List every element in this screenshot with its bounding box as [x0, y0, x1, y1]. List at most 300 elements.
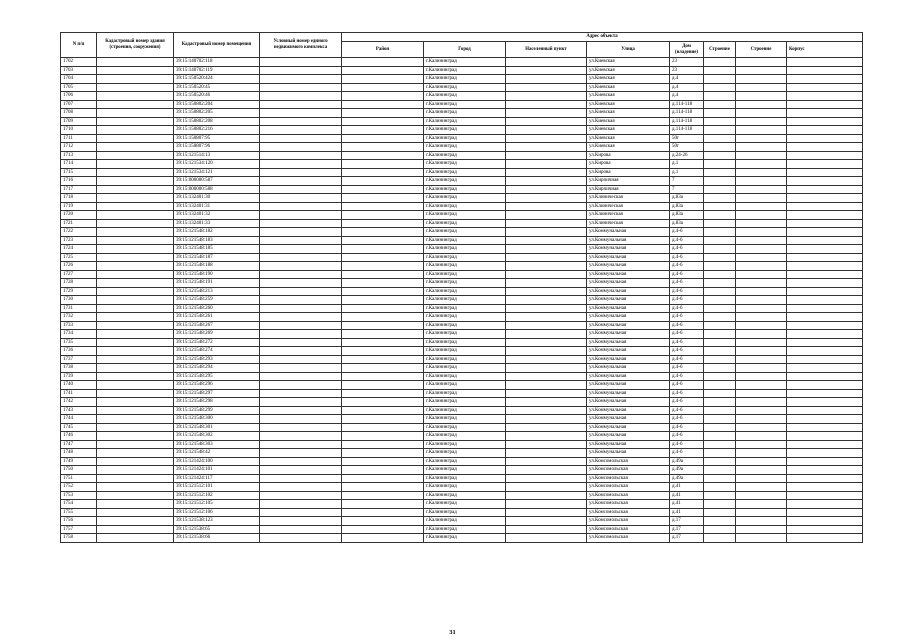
cell-district	[342, 236, 424, 245]
cell-house: д.83а	[670, 194, 704, 203]
cell-complex-number	[260, 474, 342, 483]
cell-row-number: 1743	[61, 406, 97, 415]
cell-complex-number	[260, 126, 342, 135]
cell-locality	[506, 160, 587, 169]
cell-street: ул.Клиническая	[587, 219, 670, 228]
cell-complex-number	[260, 466, 342, 475]
cell-korpus	[787, 92, 863, 101]
cell-house: 50г	[670, 134, 704, 143]
cell-locality	[506, 304, 587, 313]
cell-locality	[506, 202, 587, 211]
table-row	[61, 185, 863, 194]
cell-premise-cadastral: 39:15:150807:96	[174, 143, 260, 152]
cell-street: ул.Клиническая	[587, 194, 670, 203]
cell-structure	[736, 211, 787, 220]
cell-premise-cadastral: 39:15:121512:102	[174, 491, 260, 500]
cell-premise-cadastral: 39:15:121548:274	[174, 347, 260, 356]
cell-korpus	[787, 134, 863, 143]
cell-complex-number	[260, 304, 342, 313]
cell-building-cadastral	[97, 500, 174, 509]
cell-complex-number	[260, 58, 342, 67]
table-row	[61, 534, 863, 543]
cell-city: г.Калининград	[424, 117, 506, 126]
cell-korpus	[787, 330, 863, 339]
cell-district	[342, 296, 424, 305]
table-row	[61, 304, 863, 313]
cell-korpus	[787, 500, 863, 509]
cell-building-cadastral	[97, 194, 174, 203]
cell-premise-cadastral: 39:15:121548:260	[174, 304, 260, 313]
cell-city: г.Калининград	[424, 304, 506, 313]
cell-structure	[736, 92, 787, 101]
cell-street: ул.Коммунальная	[587, 355, 670, 364]
cell-house: д.41	[670, 500, 704, 509]
cell-city: г.Калининград	[424, 338, 506, 347]
cell-city: г.Калининград	[424, 151, 506, 160]
cell-complex-number	[260, 355, 342, 364]
cell-building	[704, 423, 736, 432]
cell-row-number: 1721	[61, 219, 97, 228]
cell-premise-cadastral: 39:15:121514:13	[174, 151, 260, 160]
cell-locality	[506, 372, 587, 381]
cell-building-cadastral	[97, 525, 174, 534]
cell-city: г.Калининград	[424, 364, 506, 373]
cell-building	[704, 304, 736, 313]
cell-structure	[736, 287, 787, 296]
cell-premise-cadastral: 39:15:121548:293	[174, 355, 260, 364]
table-row	[61, 338, 863, 347]
cell-premise-cadastral: 39:15:121548:272	[174, 338, 260, 347]
cell-structure	[736, 466, 787, 475]
cell-structure	[736, 279, 787, 288]
cell-building-cadastral	[97, 457, 174, 466]
cell-building	[704, 406, 736, 415]
cell-complex-number	[260, 347, 342, 356]
cell-structure	[736, 185, 787, 194]
cell-premise-cadastral: 39:15:121548:191	[174, 279, 260, 288]
cell-locality	[506, 449, 587, 458]
cell-building	[704, 177, 736, 186]
cell-street: ул.Коммунальная	[587, 406, 670, 415]
cell-row-number: 1717	[61, 185, 97, 194]
cell-city: г.Калининград	[424, 109, 506, 118]
cell-locality	[506, 134, 587, 143]
table-row	[61, 432, 863, 441]
cell-house: д.4-6	[670, 440, 704, 449]
cell-locality	[506, 83, 587, 92]
cell-korpus	[787, 151, 863, 160]
cell-structure	[736, 406, 787, 415]
cell-street: ул.Киевская	[587, 109, 670, 118]
cell-structure	[736, 126, 787, 135]
cell-building-cadastral	[97, 92, 174, 101]
cell-premise-cadastral: 39:15:132401:33	[174, 219, 260, 228]
cell-premise-cadastral: 39:15:150802:204	[174, 100, 260, 109]
cell-row-number: 1727	[61, 270, 97, 279]
cell-locality	[506, 296, 587, 305]
cell-structure	[736, 253, 787, 262]
cell-structure	[736, 117, 787, 126]
cell-building-cadastral	[97, 177, 174, 186]
cell-house: д.4-6	[670, 415, 704, 424]
cell-building	[704, 270, 736, 279]
cell-building-cadastral	[97, 364, 174, 373]
cell-locality	[506, 355, 587, 364]
cell-district	[342, 347, 424, 356]
cell-city: г.Калининград	[424, 517, 506, 526]
cell-building	[704, 151, 736, 160]
cell-row-number: 1723	[61, 236, 97, 245]
cell-structure	[736, 160, 787, 169]
cell-house: д.4-6	[670, 313, 704, 322]
cell-korpus	[787, 491, 863, 500]
cell-street: ул.Комсомольская	[587, 483, 670, 492]
cell-house: д.4-6	[670, 262, 704, 271]
cell-district	[342, 287, 424, 296]
cell-building	[704, 228, 736, 237]
cell-street: ул.Коммунальная	[587, 270, 670, 279]
cell-building-cadastral	[97, 228, 174, 237]
cell-building-cadastral	[97, 287, 174, 296]
table-row	[61, 287, 863, 296]
table-row	[61, 457, 863, 466]
cell-row-number: 1747	[61, 440, 97, 449]
cell-building	[704, 143, 736, 152]
col-header-structure: Строение	[736, 42, 787, 58]
table-row	[61, 151, 863, 160]
cell-row-number: 1755	[61, 508, 97, 517]
cell-korpus	[787, 449, 863, 458]
cell-building	[704, 287, 736, 296]
cell-city: г.Калининград	[424, 457, 506, 466]
cell-street: ул.Коммунальная	[587, 253, 670, 262]
cell-building	[704, 296, 736, 305]
col-header-city: Город	[424, 42, 506, 58]
cell-building-cadastral	[97, 185, 174, 194]
cell-building	[704, 75, 736, 84]
cell-building-cadastral	[97, 279, 174, 288]
table-row	[61, 202, 863, 211]
cell-house: 7	[670, 185, 704, 194]
cell-complex-number	[260, 236, 342, 245]
cell-building	[704, 253, 736, 262]
cell-street: ул.Киевская	[587, 66, 670, 75]
cell-building-cadastral	[97, 466, 174, 475]
cell-building	[704, 245, 736, 254]
cell-building	[704, 508, 736, 517]
cell-street: ул.Комсомольская	[587, 500, 670, 509]
cell-locality	[506, 432, 587, 441]
cell-row-number: 1712	[61, 143, 97, 152]
cell-korpus	[787, 525, 863, 534]
cell-complex-number	[260, 296, 342, 305]
cell-row-number: 1752	[61, 483, 97, 492]
cell-structure	[736, 338, 787, 347]
table-row	[61, 228, 863, 237]
table-row	[61, 66, 863, 75]
cell-complex-number	[260, 194, 342, 203]
cell-locality	[506, 279, 587, 288]
cell-structure	[736, 415, 787, 424]
table-row	[61, 525, 863, 534]
cell-locality	[506, 168, 587, 177]
cell-house: д.49а	[670, 474, 704, 483]
cell-district	[342, 534, 424, 543]
cell-locality	[506, 525, 587, 534]
cell-street: ул.Комсомольская	[587, 517, 670, 526]
cell-locality	[506, 347, 587, 356]
cell-building-cadastral	[97, 58, 174, 67]
table-row	[61, 100, 863, 109]
cell-row-number: 1738	[61, 364, 97, 373]
cell-building-cadastral	[97, 330, 174, 339]
cell-street: ул.Коммунальная	[587, 279, 670, 288]
cell-complex-number	[260, 330, 342, 339]
cell-premise-cadastral: 39:15:121534:120	[174, 160, 260, 169]
cell-korpus	[787, 287, 863, 296]
cell-korpus	[787, 75, 863, 84]
cell-street: ул.Коммунальная	[587, 245, 670, 254]
cell-house: д.4-6	[670, 236, 704, 245]
cell-house: д.4-6	[670, 364, 704, 373]
cell-structure	[736, 474, 787, 483]
cell-house: д.4-6	[670, 321, 704, 330]
cell-structure	[736, 440, 787, 449]
cell-row-number: 1744	[61, 415, 97, 424]
cell-korpus	[787, 304, 863, 313]
table-row	[61, 219, 863, 228]
cell-structure	[736, 143, 787, 152]
table-row	[61, 449, 863, 458]
cell-building-cadastral	[97, 75, 174, 84]
table-row	[61, 508, 863, 517]
cell-city: г.Калининград	[424, 423, 506, 432]
cell-premise-cadastral: 39:15:121548:267	[174, 321, 260, 330]
table-row	[61, 466, 863, 475]
cell-row-number: 1707	[61, 100, 97, 109]
cell-korpus	[787, 406, 863, 415]
cell-complex-number	[260, 279, 342, 288]
cell-district	[342, 423, 424, 432]
cell-premise-cadastral: 39:15:121548:213	[174, 287, 260, 296]
cell-district	[342, 330, 424, 339]
cell-district	[342, 491, 424, 500]
cell-premise-cadastral: 39:15:121548:259	[174, 296, 260, 305]
cell-premise-cadastral: 39:15:121548:296	[174, 381, 260, 390]
table-row	[61, 177, 863, 186]
cell-city: г.Калининград	[424, 440, 506, 449]
cell-premise-cadastral: 39:15:121548:297	[174, 389, 260, 398]
cell-street: ул.Киевская	[587, 58, 670, 67]
cell-house: д.49а	[670, 457, 704, 466]
table-row	[61, 406, 863, 415]
cell-row-number: 1740	[61, 381, 97, 390]
table-row	[61, 483, 863, 492]
cell-row-number: 1709	[61, 117, 97, 126]
cell-building-cadastral	[97, 517, 174, 526]
cell-building-cadastral	[97, 100, 174, 109]
cell-building	[704, 338, 736, 347]
cell-street: ул.Киевская	[587, 92, 670, 101]
cell-house: д.4-6	[670, 245, 704, 254]
cell-korpus	[787, 117, 863, 126]
cell-street: ул.Комсомольская	[587, 508, 670, 517]
cell-locality	[506, 517, 587, 526]
cell-city: г.Калининград	[424, 262, 506, 271]
cell-city: г.Калининград	[424, 381, 506, 390]
table-row	[61, 517, 863, 526]
cell-korpus	[787, 372, 863, 381]
cell-structure	[736, 202, 787, 211]
cell-city: г.Калининград	[424, 491, 506, 500]
cell-building-cadastral	[97, 355, 174, 364]
cell-locality	[506, 228, 587, 237]
cell-district	[342, 151, 424, 160]
cell-building	[704, 415, 736, 424]
cell-row-number: 1741	[61, 389, 97, 398]
cell-locality	[506, 253, 587, 262]
cell-house: д.4-6	[670, 398, 704, 407]
cell-structure	[736, 151, 787, 160]
cell-building-cadastral	[97, 423, 174, 432]
cell-building-cadastral	[97, 415, 174, 424]
cell-building	[704, 66, 736, 75]
cell-street: ул.Киевская	[587, 100, 670, 109]
cell-building	[704, 185, 736, 194]
cell-street: ул.Коммунальная	[587, 287, 670, 296]
cell-premise-cadastral: 39:15:121512:106	[174, 508, 260, 517]
cell-house: д.114-118	[670, 126, 704, 135]
cell-building-cadastral	[97, 126, 174, 135]
cell-city: г.Калининград	[424, 500, 506, 509]
cell-korpus	[787, 270, 863, 279]
cell-building	[704, 313, 736, 322]
table-row	[61, 279, 863, 288]
cell-premise-cadastral: 39:15:000000:587	[174, 177, 260, 186]
cell-locality	[506, 185, 587, 194]
cell-korpus	[787, 296, 863, 305]
table-row	[61, 296, 863, 305]
cell-premise-cadastral: 39:15:150520:424	[174, 75, 260, 84]
cell-row-number: 1751	[61, 474, 97, 483]
cell-row-number: 1732	[61, 313, 97, 322]
cell-structure	[736, 109, 787, 118]
cell-structure	[736, 168, 787, 177]
cell-house: д.1	[670, 168, 704, 177]
cell-district	[342, 270, 424, 279]
cell-building-cadastral	[97, 270, 174, 279]
cell-city: г.Калининград	[424, 160, 506, 169]
cell-row-number: 1757	[61, 525, 97, 534]
cell-city: г.Калининград	[424, 228, 506, 237]
cell-korpus	[787, 253, 863, 262]
cell-row-number: 1713	[61, 151, 97, 160]
cell-building-cadastral	[97, 219, 174, 228]
cell-street: ул.Комсомольская	[587, 474, 670, 483]
cell-korpus	[787, 109, 863, 118]
cell-korpus	[787, 440, 863, 449]
cell-structure	[736, 381, 787, 390]
cell-building	[704, 355, 736, 364]
cell-complex-number	[260, 364, 342, 373]
cell-building-cadastral	[97, 449, 174, 458]
cell-complex-number	[260, 381, 342, 390]
table-row	[61, 160, 863, 169]
cell-building	[704, 202, 736, 211]
cell-complex-number	[260, 508, 342, 517]
cell-complex-number	[260, 228, 342, 237]
cell-korpus	[787, 66, 863, 75]
cell-building-cadastral	[97, 381, 174, 390]
cell-complex-number	[260, 534, 342, 543]
cell-house: д.4-6	[670, 423, 704, 432]
cell-korpus	[787, 381, 863, 390]
cell-building	[704, 500, 736, 509]
cell-row-number: 1714	[61, 160, 97, 169]
cell-structure	[736, 100, 787, 109]
cell-building	[704, 168, 736, 177]
cell-structure	[736, 372, 787, 381]
table-row	[61, 236, 863, 245]
cell-row-number: 1754	[61, 500, 97, 509]
cell-locality	[506, 75, 587, 84]
cell-street: ул.Комсомольская	[587, 491, 670, 500]
cell-premise-cadastral: 39:15:132401:30	[174, 194, 260, 203]
cell-city: г.Калининград	[424, 398, 506, 407]
cell-street: ул.Коммунальная	[587, 372, 670, 381]
cell-locality	[506, 338, 587, 347]
cell-district	[342, 75, 424, 84]
cell-city: г.Калининград	[424, 508, 506, 517]
cell-district	[342, 500, 424, 509]
table-row	[61, 423, 863, 432]
cell-row-number: 1735	[61, 338, 97, 347]
cell-street: ул.Комсомольская	[587, 525, 670, 534]
cell-korpus	[787, 466, 863, 475]
cell-structure	[736, 457, 787, 466]
cell-city: г.Калининград	[424, 321, 506, 330]
cell-building	[704, 432, 736, 441]
cell-district	[342, 406, 424, 415]
cell-structure	[736, 347, 787, 356]
table-row	[61, 245, 863, 254]
cell-city: г.Калининград	[424, 211, 506, 220]
cell-district	[342, 134, 424, 143]
cell-district	[342, 415, 424, 424]
cell-premise-cadastral: 39:15:121534:121	[174, 168, 260, 177]
cell-row-number: 1722	[61, 228, 97, 237]
cell-city: г.Калининград	[424, 474, 506, 483]
cell-premise-cadastral: 39:15:121548:187	[174, 253, 260, 262]
cell-city: г.Калининград	[424, 270, 506, 279]
cell-row-number: 1711	[61, 134, 97, 143]
cell-premise-cadastral: 39:15:121548:188	[174, 262, 260, 271]
cell-structure	[736, 508, 787, 517]
cell-structure	[736, 296, 787, 305]
cell-row-number: 1742	[61, 398, 97, 407]
cell-house: д.4-6	[670, 228, 704, 237]
cell-korpus	[787, 474, 863, 483]
cell-house: д.4-6	[670, 270, 704, 279]
cell-district	[342, 449, 424, 458]
cell-building-cadastral	[97, 253, 174, 262]
cell-row-number: 1756	[61, 517, 97, 526]
cell-locality	[506, 364, 587, 373]
cell-korpus	[787, 432, 863, 441]
cell-complex-number	[260, 270, 342, 279]
table-row	[61, 211, 863, 220]
cell-premise-cadastral: 39:15:121538:65	[174, 525, 260, 534]
